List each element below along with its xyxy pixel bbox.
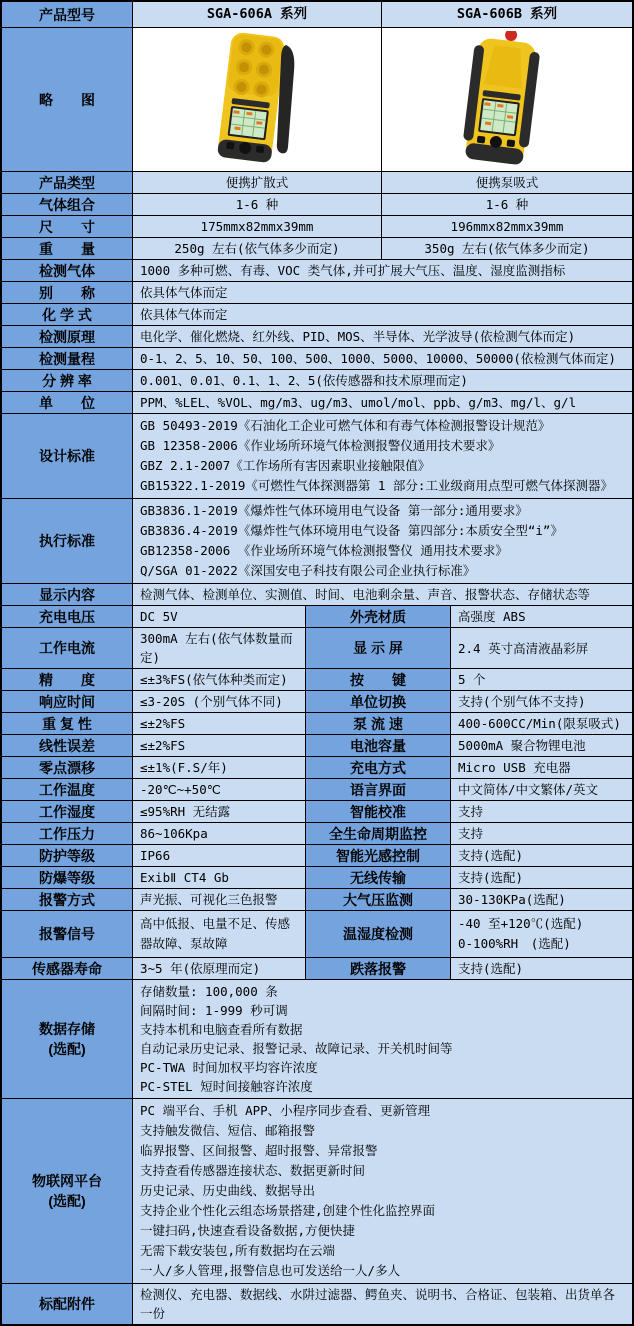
row-label bbox=[2, 980, 132, 1098]
table-row-alias bbox=[2, 282, 632, 303]
table-row-iot-platform bbox=[2, 1099, 632, 1283]
row-label: 响应时间 bbox=[2, 691, 132, 712]
row-label: 显 示 屏 bbox=[306, 628, 450, 668]
value-b: 350g 左右(依气体多少而定) bbox=[382, 238, 632, 259]
row-label: 显示内容 bbox=[2, 584, 132, 605]
row-value: ExibⅡ CT4 Gb bbox=[133, 867, 305, 888]
header-label: 产品型号 bbox=[2, 2, 132, 27]
row-label: 全生命周期监控 bbox=[306, 823, 450, 844]
row-value: 支持 bbox=[451, 801, 632, 822]
row-value: Micro USB 充电器 bbox=[451, 757, 632, 778]
label-line: 数据存储 bbox=[39, 1021, 95, 1037]
row-value: 支持(个别气体不支持) bbox=[451, 691, 632, 712]
label-line: (选配) bbox=[48, 1041, 86, 1057]
table-row-ip-rating bbox=[2, 845, 632, 866]
table-row-alarm-mode bbox=[2, 889, 632, 910]
row-value bbox=[133, 414, 632, 498]
row-label: 大气压监测 bbox=[306, 889, 450, 910]
row-value: 依具体气体而定 bbox=[133, 304, 632, 325]
table-row-data-storage bbox=[2, 980, 632, 1098]
row-value: ≤3-20S (个别气体不同) bbox=[133, 691, 305, 712]
row-label: 外壳材质 bbox=[306, 606, 450, 627]
row-label: 精 度 bbox=[2, 669, 132, 690]
table-row-units bbox=[2, 392, 632, 413]
row-label: 检测原理 bbox=[2, 326, 132, 347]
row-value: -20℃~+50℃ bbox=[133, 779, 305, 800]
row-value: PPM、%LEL、%VOL、mg/m3、ug/m3、umol/mol、ppb、g/m3、mg/l、g/l bbox=[133, 392, 632, 413]
row-value: 检测仪、充电器、数据线、水阱过滤器、鳄鱼夹、说明书、合格证、包装箱、出货单各一份 bbox=[133, 1284, 632, 1324]
series-b-title: SGA-606B 系列 bbox=[382, 2, 632, 27]
table-row-working-temp bbox=[2, 779, 632, 800]
detector-photo-sga-606a bbox=[133, 28, 381, 171]
standard-line: GB12358-2006 《作业场所环境气体检测报警仪 通用技术要求》 bbox=[140, 543, 508, 558]
iot-line: PC 端平台、手机 APP、小程序同步查看、更新管理 bbox=[140, 1103, 431, 1118]
row-value: ≤95%RH 无结露 bbox=[133, 801, 305, 822]
row-label: 工作电流 bbox=[2, 628, 132, 668]
row-label: 工作压力 bbox=[2, 823, 132, 844]
row-label: 按 键 bbox=[306, 669, 450, 690]
row-label bbox=[2, 1099, 132, 1283]
row-value: DC 5V bbox=[133, 606, 305, 627]
row-value: 1000 多种可燃、有毒、VOC 类气体,并可扩展大气压、温度、湿度监测指标 bbox=[133, 260, 632, 281]
row-label: 线性误差 bbox=[2, 735, 132, 756]
row-label: 无线传输 bbox=[306, 867, 450, 888]
row-value: 电化学、催化燃烧、红外线、PID、MOS、半导体、光学波导(依检测气体而定) bbox=[133, 326, 632, 347]
row-value: IP66 bbox=[133, 845, 305, 866]
standard-line: GB 50493-2019《石油化工企业可燃气体和有毒气体检测报警设计规范》 bbox=[140, 418, 551, 433]
value-line: -40 至+120℃(选配) bbox=[458, 916, 584, 931]
table-row-accessories bbox=[2, 1284, 632, 1324]
table-row-repeatability bbox=[2, 713, 632, 734]
standard-line: GBZ 2.1-2007《工作场所有害因素职业接触限值》 bbox=[140, 458, 431, 473]
row-value bbox=[133, 499, 632, 583]
row-value: 支持(选配) bbox=[451, 845, 632, 866]
row-label: 标配附件 bbox=[2, 1284, 132, 1324]
header-row bbox=[2, 2, 632, 27]
row-label: 语言界面 bbox=[306, 779, 450, 800]
table-row-resolution bbox=[2, 370, 632, 391]
row-label: 单位切换 bbox=[306, 691, 450, 712]
row-label: 零点漂移 bbox=[2, 757, 132, 778]
row-value: ≤±2%FS bbox=[133, 735, 305, 756]
row-label: 设计标准 bbox=[2, 414, 132, 498]
table-row-gas-combo bbox=[2, 194, 632, 215]
row-label: 泵 流 速 bbox=[306, 713, 450, 734]
table-row-response-time bbox=[2, 691, 632, 712]
iot-line: 支持触发微信、短信、邮箱报警 bbox=[140, 1123, 316, 1138]
row-label: 重 复 性 bbox=[2, 713, 132, 734]
row-value: 0-1、2、5、10、50、100、500、1000、5000、10000、50000(依检测气体而定) bbox=[133, 348, 632, 369]
row-value: 中文简体/中文繁体/英文 bbox=[451, 779, 632, 800]
row-label: 产品类型 bbox=[2, 172, 132, 193]
row-label: 温湿度检测 bbox=[306, 911, 450, 957]
row-value bbox=[133, 980, 632, 1098]
row-value: 支持 bbox=[451, 823, 632, 844]
table-row-working-pressure bbox=[2, 823, 632, 844]
row-value: 声光振、可视化三色报警 bbox=[133, 889, 305, 910]
value-line: 0-100%RH (选配) bbox=[458, 936, 571, 951]
row-label: 气体组合 bbox=[2, 194, 132, 215]
sketch-label: 略 图 bbox=[2, 28, 132, 171]
value-b: 196mmx82mmx39mm bbox=[382, 216, 632, 237]
iot-line: 一键扫码,快速查看设备数据,方便快捷 bbox=[140, 1223, 356, 1238]
row-label: 报警信号 bbox=[2, 911, 132, 957]
row-label: 检测气体 bbox=[2, 260, 132, 281]
row-label: 单 位 bbox=[2, 392, 132, 413]
row-value: ≤±2%FS bbox=[133, 713, 305, 734]
row-label: 跌落报警 bbox=[306, 958, 450, 979]
row-label: 尺 寸 bbox=[2, 216, 132, 237]
iot-line: 支持查看传感器连接状态、数据更新时间 bbox=[140, 1163, 366, 1178]
table-row-linearity bbox=[2, 735, 632, 756]
row-value: 支持(选配) bbox=[451, 867, 632, 888]
row-label: 重 量 bbox=[2, 238, 132, 259]
standard-line: GB15322.1-2019《可燃性气体探测器第 1 部分:工业级商用点型可燃气体探测器》 bbox=[140, 478, 613, 493]
table-row-alarm-signal bbox=[2, 911, 632, 957]
detector-photo-b-drawing bbox=[432, 31, 582, 169]
table-row-design-standards bbox=[2, 414, 632, 498]
table-row-sensor-life bbox=[2, 958, 632, 979]
table-row-charge-voltage bbox=[2, 606, 632, 627]
row-value: 高强度 ABS bbox=[451, 606, 632, 627]
row-label: 工作温度 bbox=[2, 779, 132, 800]
label-line: 物联网平台 bbox=[32, 1173, 102, 1189]
row-value: 0.001、0.01、0.1、1、2、5(依传感器和技术原理而定) bbox=[133, 370, 632, 391]
table-row-accuracy bbox=[2, 669, 632, 690]
table-row-working-current bbox=[2, 628, 632, 668]
series-a-title: SGA-606A 系列 bbox=[133, 2, 381, 27]
value-a: 便携扩散式 bbox=[133, 172, 381, 193]
storage-line: 间隔时间: 1-999 秒可调 bbox=[140, 1003, 288, 1018]
row-value: 300mA 左右(依气体数量而定) bbox=[133, 628, 305, 668]
row-value: 高中低报、电量不足、传感器故障、泵故障 bbox=[133, 911, 305, 957]
value-a: 250g 左右(依气体多少而定) bbox=[133, 238, 381, 259]
row-label: 工作湿度 bbox=[2, 801, 132, 822]
value-a: 175mmx82mmx39mm bbox=[133, 216, 381, 237]
label-line: (选配) bbox=[48, 1193, 86, 1209]
standard-line: Q/SGA 01-2022《深国安电子科技有限公司企业执行标准》 bbox=[140, 563, 476, 578]
table-row-weight bbox=[2, 238, 632, 259]
row-value: 检测气体、检测单位、实测值、时间、电池剩余量、声音、报警状态、存储状态等 bbox=[133, 584, 632, 605]
iot-line: 历史记录、历史曲线、数据导出 bbox=[140, 1183, 316, 1198]
storage-line: 支持本机和电脑查看所有数据 bbox=[140, 1022, 303, 1037]
row-label: 化 学 式 bbox=[2, 304, 132, 325]
storage-line: PC-STEL 短时间接触容许浓度 bbox=[140, 1079, 313, 1094]
row-label: 防爆等级 bbox=[2, 867, 132, 888]
row-label: 报警方式 bbox=[2, 889, 132, 910]
table-row-range bbox=[2, 348, 632, 369]
standard-line: GB 12358-2006《作业场所环境气体检测报警仪通用技术要求》 bbox=[140, 438, 501, 453]
row-value: 支持(选配) bbox=[451, 958, 632, 979]
table-row-target-gas bbox=[2, 260, 632, 281]
row-value: 86~106Kpa bbox=[133, 823, 305, 844]
iot-line: 一人/多人管理,报警信息也可发送给一人/多人 bbox=[140, 1263, 401, 1278]
iot-line: 临界报警、区间报警、超时报警、异常报警 bbox=[140, 1143, 378, 1158]
row-label: 别 称 bbox=[2, 282, 132, 303]
row-label: 分 辨 率 bbox=[2, 370, 132, 391]
row-value: 5 个 bbox=[451, 669, 632, 690]
row-value: ≤±1%(F.S/年) bbox=[133, 757, 305, 778]
row-label: 电池容量 bbox=[306, 735, 450, 756]
value-b: 便携泵吸式 bbox=[382, 172, 632, 193]
value-a: 1-6 种 bbox=[133, 194, 381, 215]
row-value: 400-600CC/Min(限泵吸式) bbox=[451, 713, 632, 734]
row-label: 检测量程 bbox=[2, 348, 132, 369]
row-label: 执行标准 bbox=[2, 499, 132, 583]
table-row-principle bbox=[2, 326, 632, 347]
storage-line: PC-TWA 时间加权平均容许浓度 bbox=[140, 1060, 318, 1075]
row-value bbox=[133, 1099, 632, 1283]
row-label: 防护等级 bbox=[2, 845, 132, 866]
row-label: 传感器寿命 bbox=[2, 958, 132, 979]
row-label: 充电电压 bbox=[2, 606, 132, 627]
standard-line: GB3836.4-2019《爆炸性气体环境用电气设备 第四部分:本质安全型“i”》 bbox=[140, 523, 563, 538]
table-row-zero-drift bbox=[2, 757, 632, 778]
table-row-working-humidity bbox=[2, 801, 632, 822]
storage-line: 存储数量: 100,000 条 bbox=[140, 984, 278, 999]
row-value: ≤±3%FS(依气体种类而定) bbox=[133, 669, 305, 690]
sketch-row bbox=[2, 28, 632, 171]
row-label: 智能光感控制 bbox=[306, 845, 450, 866]
row-value: 依具体气体而定 bbox=[133, 282, 632, 303]
standard-line: GB3836.1-2019《爆炸性气体环境用电气设备 第一部分:通用要求》 bbox=[140, 503, 528, 518]
table-row-display-content bbox=[2, 584, 632, 605]
table-row-exec-standards bbox=[2, 499, 632, 583]
row-value: 2.4 英寸高清液晶彩屏 bbox=[451, 628, 632, 668]
row-label: 智能校准 bbox=[306, 801, 450, 822]
row-value bbox=[451, 911, 632, 957]
table-row-size bbox=[2, 216, 632, 237]
row-value: 3~5 年(依原理而定) bbox=[133, 958, 305, 979]
iot-line: 支持企业个性化云组态场景搭建,创建个性化监控界面 bbox=[140, 1203, 436, 1218]
detector-photo-sga-606b bbox=[382, 28, 632, 171]
table-row-formula bbox=[2, 304, 632, 325]
iot-line: 无需下载安装包,所有数据均在云端 bbox=[140, 1243, 336, 1258]
table-row-ex-rating bbox=[2, 867, 632, 888]
row-value: 30-130KPa(选配) bbox=[451, 889, 632, 910]
row-value: 5000mA 聚合物锂电池 bbox=[451, 735, 632, 756]
detector-photo-a-drawing bbox=[182, 31, 332, 169]
row-label: 充电方式 bbox=[306, 757, 450, 778]
value-b: 1-6 种 bbox=[382, 194, 632, 215]
table-row-product-type bbox=[2, 172, 632, 193]
storage-line: 自动记录历史记录、报警记录、故障记录、开关机时间等 bbox=[140, 1041, 453, 1056]
